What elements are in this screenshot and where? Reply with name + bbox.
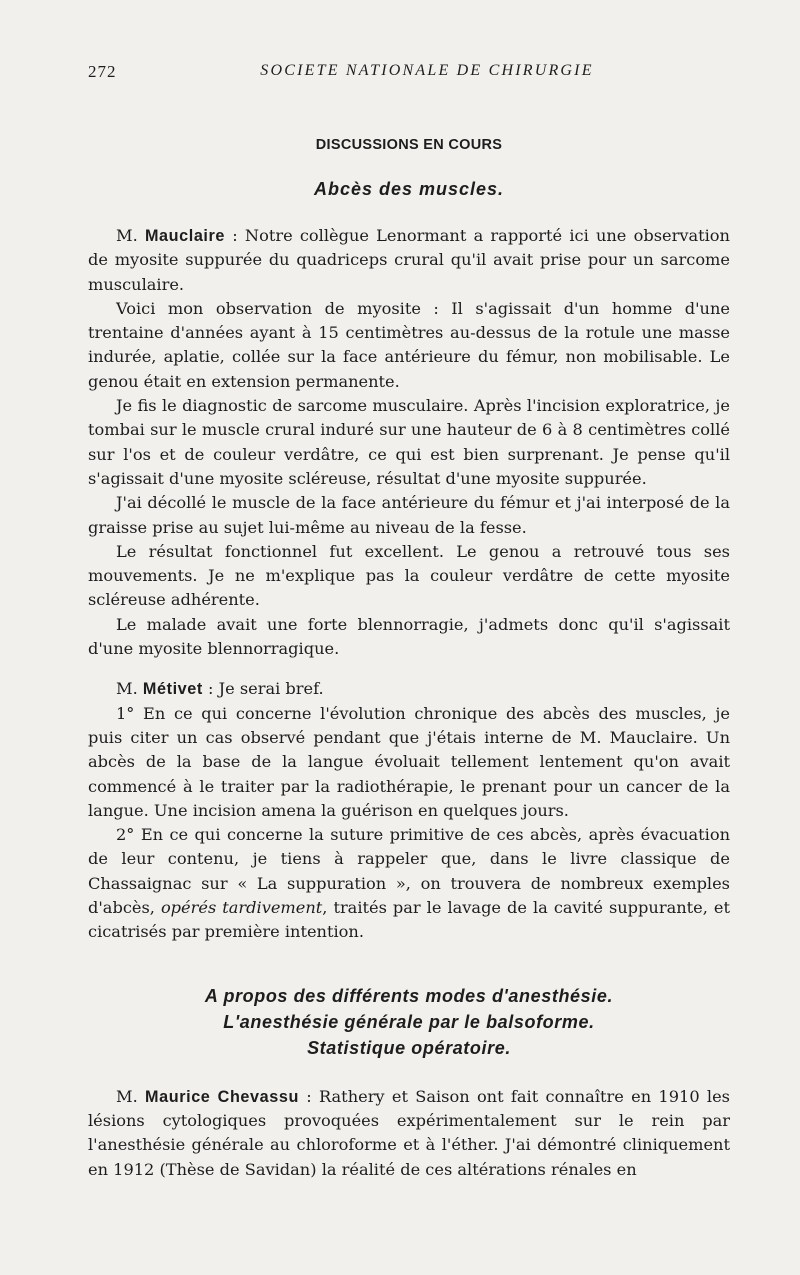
mauclaire-paragraph-5: Le résultat fonctionnel fut excellent. Le genou a retrouvé tous ses mouvements. Je ne m'explique pas la couleur verdâtre de cette myosite scléreuse adhérente. [88, 541, 730, 610]
metivet-paragraph-1 [88, 677, 730, 701]
chevassu-paragraph-1 [88, 1085, 730, 1182]
paragraph-text: : Rathery et Saison ont fait connaître en 1910 les lésions cytologiques provoquées expérimentalement sur le rein par l'anesthésie générale au chloroforme et à l'éther. J'ai démontré cliniquement en 1912 (Thèse de Savidan) la réalité de ces altérations rénales en [88, 1086, 730, 1179]
anesthesia-heading-line-3: Statistique opératoire. [307, 1037, 511, 1058]
speaker-title: M. [116, 1086, 138, 1106]
page-number: 272 [88, 62, 117, 81]
paragraph-text: : Notre collègue Lenormant a rapporté ici une observation de myosite suppurée du quadriceps crural qu'il avait prise pour un sarcome musculaire. [88, 226, 730, 294]
mauclaire-paragraph-3: Je fis le diagnostic de sarcome musculaire. Après l'incision exploratrice, je tombai sur le muscle crural induré sur une hauteur de 6 à 8 centimètres collé sur l'os et de couleur verdâtre, ce qui est bien surprenant. Je pense qu'il s'agissait d'une myosite scléreuse, résultat d'une myosite suppurée. [88, 396, 730, 488]
speaker-name-metivet: Métivet [142, 680, 203, 699]
mauclaire-paragraph-2: Voici mon observation de myosite : Il s'agissait d'un homme d'une trentaine d'années ayant à 15 centimètres au-dessus de la rotule une masse indurée, aplatie, collée sur la face antérieure du fémur, non mobilisable. Le genou était en extension permanente. [88, 298, 730, 391]
mauclaire-paragraph-6: Le malade avait une forte blennorragie, j'admets donc qu'il s'agissait d'une myosite blennorragique. [88, 614, 730, 659]
speaker-title: M. [116, 679, 138, 699]
paragraph-text: 2° En ce qui concerne la suture primitive de ces abcès, après évacuation de leur contenu, je tiens à rappeler que, dans le livre classique de Chassaignac sur « La suppuration », on trouvera de nombreux exemples d'abcès, [88, 825, 730, 918]
anesthesia-heading-line-1: A propos des différents modes d'anesthésie. [204, 985, 614, 1006]
paragraph-text: : Je serai bref. [202, 679, 324, 699]
italic-phrase: opérés tardivement [160, 898, 323, 918]
discussion-title: Abcès des muscles. [313, 179, 505, 199]
paragraph-text: , traités par le lavage de la cavité suppurante, et cicatrisés par première intention. [88, 898, 730, 942]
page-content [88, 134, 730, 1182]
mauclaire-paragraph-4: J'ai décollé le muscle de la face antérieure du fémur et j'ai interposé de la graisse prise au sujet lui-même au niveau de la fesse. [88, 493, 730, 537]
section-heading: DISCUSSIONS EN COURS [315, 137, 503, 153]
anesthesia-heading [88, 983, 730, 1061]
anesthesia-heading-line-2: L'anesthésie générale par le balsoforme. [223, 1011, 595, 1032]
page-header [88, 62, 730, 84]
metivet-paragraph-3 [88, 823, 730, 944]
spacer [88, 661, 730, 677]
running-title: SOCIETE NATIONALE DE CHIRURGIE [260, 62, 594, 79]
metivet-paragraph-2: 1° En ce qui concerne l'évolution chronique des abcès des muscles, je puis citer un cas observé pendant que j'étais interne de M. Mauclaire. Un abcès de la base de la langue évoluait tellement lentement qu'on avait commencé à le traiter par la radiothérapie, le prenant pour un cancer de la langue. Une incision amena la guérison en quelques jours. [88, 703, 730, 820]
speaker-name-mauclaire: Mauclaire [144, 227, 226, 245]
speaker-name-chevassu: Maurice Chevassu [145, 1087, 299, 1106]
spacer [88, 945, 730, 983]
speaker-title: M. [116, 226, 138, 245]
mauclaire-paragraph-1 [88, 224, 730, 297]
